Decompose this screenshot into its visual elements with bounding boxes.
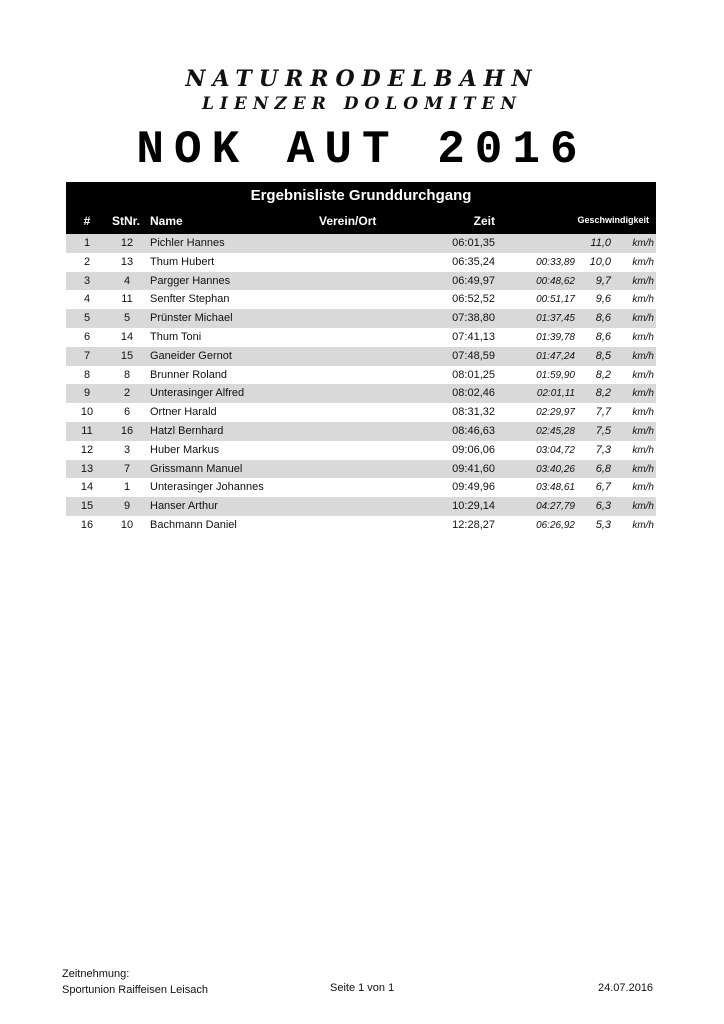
speed-unit-cell: km/h — [632, 463, 654, 475]
athlete-name-cell: Thum Toni — [150, 330, 202, 343]
speed-unit-cell: km/h — [632, 313, 654, 325]
speed-cell: 11,0 — [590, 237, 611, 249]
time-gap-cell: 00:48,62 — [536, 275, 575, 287]
event-title: NOK AUT 2016 — [136, 124, 588, 176]
time-cell: 07:48,59 — [452, 349, 495, 362]
speed-cell: 7,7 — [595, 406, 611, 419]
rank-cell: 3 — [83, 274, 91, 287]
speed-unit-cell: km/h — [632, 407, 654, 419]
rank-cell: 9 — [83, 387, 91, 400]
time-gap-cell: 01:47,24 — [536, 350, 575, 362]
speed-unit-cell: km/h — [632, 501, 654, 513]
rank-cell: 15 — [80, 500, 94, 513]
start-number-cell: 1 — [123, 481, 131, 494]
speed-unit-cell: km/h — [632, 482, 654, 494]
column-header-speed: Geschwindigkeit — [577, 215, 649, 225]
athlete-name-cell: Thum Hubert — [150, 255, 215, 268]
rank-cell: 1 — [83, 237, 91, 249]
speed-unit-cell: km/h — [632, 425, 654, 437]
athlete-name-cell: Pargger Hannes — [150, 274, 231, 287]
footer-timing — [62, 966, 208, 998]
table-row — [66, 290, 656, 309]
speed-unit-cell: km/h — [632, 238, 654, 249]
start-number-cell: 2 — [123, 387, 131, 400]
start-number-cell: 8 — [123, 368, 131, 381]
athlete-name-cell: Hatzl Bernhard — [150, 424, 224, 437]
table-row — [66, 516, 656, 535]
time-gap-cell: 01:39,78 — [536, 331, 575, 343]
athlete-name-cell: Unterasinger Alfred — [150, 387, 245, 400]
table-row — [66, 478, 656, 497]
speed-cell: 5,3 — [595, 518, 611, 531]
athlete-name-cell: Ortner Harald — [150, 406, 217, 419]
athlete-name-cell: Grissmann Manuel — [150, 462, 243, 475]
start-number-cell: 5 — [123, 312, 131, 325]
start-number-cell: 14 — [120, 330, 134, 343]
speed-unit-cell: km/h — [632, 275, 654, 287]
table-row — [66, 460, 656, 479]
rank-cell: 7 — [83, 349, 91, 362]
speed-unit-cell: km/h — [632, 294, 654, 306]
table-row — [66, 384, 656, 403]
athlete-name-cell: Ganeider Gernot — [150, 349, 232, 362]
footer-timing-label: Zeitnehmung: — [62, 968, 130, 980]
start-number-cell: 7 — [123, 462, 131, 475]
time-cell: 06:52,52 — [452, 293, 495, 306]
speed-unit-cell: km/h — [632, 256, 654, 268]
speed-cell: 9,6 — [595, 293, 611, 306]
speed-cell: 9,7 — [595, 274, 611, 287]
results-title: Ergebnisliste Grunddurchgang — [250, 187, 472, 204]
time-gap-cell: 03:48,61 — [536, 482, 575, 494]
time-cell: 06:49,97 — [452, 274, 495, 287]
speed-unit-cell: km/h — [632, 369, 654, 381]
footer-timing-org: Sportunion Raiffeisen Leisach — [62, 984, 208, 996]
speed-cell: 10,0 — [589, 255, 611, 268]
table-row — [66, 328, 656, 347]
table-row — [66, 422, 656, 441]
start-number-cell: 13 — [120, 255, 134, 268]
time-gap-cell: 00:51,17 — [536, 294, 575, 306]
time-cell: 08:46,63 — [452, 424, 495, 437]
time-cell: 09:41,60 — [452, 462, 495, 475]
rank-cell: 2 — [83, 255, 91, 268]
athlete-name-cell: Unterasinger Johannes — [150, 481, 264, 494]
start-number-cell: 9 — [123, 500, 131, 513]
rank-cell: 13 — [80, 462, 94, 475]
rank-cell: 8 — [83, 368, 91, 381]
results-rows — [66, 234, 656, 535]
column-header-rank: # — [83, 214, 91, 228]
venue-title: NATURRODELBAHN — [185, 66, 539, 92]
time-cell: 12:28,27 — [452, 518, 495, 531]
time-cell: 09:49,96 — [452, 481, 495, 494]
time-cell: 09:06,06 — [452, 443, 495, 456]
table-row — [66, 309, 656, 328]
table-row — [66, 497, 656, 516]
speed-cell: 7,3 — [595, 443, 611, 456]
rank-cell: 10 — [80, 406, 94, 419]
time-cell: 08:02,46 — [452, 387, 495, 400]
table-row — [66, 441, 656, 460]
time-cell: 07:41,13 — [452, 330, 495, 343]
time-cell: 08:01,25 — [452, 368, 495, 381]
start-number-cell: 15 — [120, 349, 134, 362]
results-table-header — [66, 182, 656, 234]
start-number-cell: 16 — [120, 424, 134, 437]
time-cell: 07:38,80 — [452, 312, 495, 325]
time-gap-cell: 01:59,90 — [536, 369, 575, 381]
speed-cell: 6,8 — [595, 462, 611, 475]
column-header-name: Name — [150, 214, 183, 228]
speed-cell: 8,5 — [595, 349, 611, 362]
athlete-name-cell: Prünster Michael — [150, 312, 233, 325]
rank-cell: 6 — [83, 330, 91, 343]
footer-date: 24.07.2016 — [598, 982, 654, 994]
table-row — [66, 347, 656, 366]
rank-cell: 12 — [80, 443, 94, 456]
column-header-time: Zeit — [473, 214, 495, 228]
speed-cell: 8,6 — [595, 312, 611, 325]
athlete-name-cell: Bachmann Daniel — [150, 518, 237, 531]
table-row — [66, 366, 656, 385]
column-header-club: Verein/Ort — [319, 214, 377, 228]
time-cell: 06:01,35 — [452, 237, 495, 249]
start-number-cell: 12 — [120, 237, 134, 249]
table-row — [66, 272, 656, 291]
venue-subtitle: LIENZER DOLOMITEN — [201, 94, 523, 114]
athlete-name-cell: Brunner Roland — [150, 368, 228, 381]
rank-cell: 16 — [80, 518, 94, 531]
table-row — [66, 403, 656, 422]
time-gap-cell: 04:27,79 — [536, 501, 575, 513]
time-gap-cell: 02:45,28 — [536, 425, 575, 437]
time-gap-cell: 03:40,26 — [536, 463, 575, 475]
time-gap-cell: 00:33,89 — [536, 256, 575, 268]
time-gap-cell: 06:26,92 — [536, 519, 575, 531]
speed-unit-cell: km/h — [632, 331, 654, 343]
speed-cell: 8,2 — [595, 368, 611, 381]
table-row — [66, 253, 656, 272]
footer-page-number: Seite 1 von 1 — [330, 982, 395, 994]
athlete-name-cell: Huber Markus — [150, 443, 220, 456]
table-row — [66, 234, 656, 253]
rank-cell: 14 — [80, 481, 94, 494]
athlete-name-cell: Senfter Stephan — [150, 293, 230, 306]
rank-cell: 4 — [83, 293, 91, 306]
rank-cell: 5 — [83, 312, 91, 325]
speed-cell: 7,5 — [595, 424, 611, 437]
time-gap-cell: 01:37,45 — [536, 313, 575, 325]
athlete-name-cell: Hanser Arthur — [150, 500, 218, 513]
start-number-cell: 10 — [120, 518, 134, 531]
speed-unit-cell: km/h — [632, 519, 654, 531]
speed-cell: 6,7 — [595, 481, 611, 494]
speed-unit-cell: km/h — [632, 350, 654, 362]
speed-cell: 6,3 — [595, 500, 611, 513]
speed-unit-cell: km/h — [632, 444, 654, 456]
column-header-start-number: StNr. — [112, 214, 141, 228]
start-number-cell: 11 — [121, 293, 133, 306]
time-gap-cell: 02:29,97 — [536, 407, 575, 419]
start-number-cell: 4 — [123, 274, 131, 287]
time-cell: 08:31,32 — [452, 406, 495, 419]
time-gap-cell: 03:04,72 — [536, 444, 575, 456]
results-table — [66, 182, 656, 535]
time-cell: 06:35,24 — [452, 255, 495, 268]
speed-unit-cell: km/h — [632, 388, 654, 400]
start-number-cell: 3 — [123, 443, 131, 456]
speed-cell: 8,2 — [595, 387, 611, 400]
rank-cell: 11 — [81, 424, 93, 437]
speed-cell: 8,6 — [595, 330, 611, 343]
time-gap-cell: 02:01,11 — [536, 388, 575, 400]
time-cell: 10:29,14 — [452, 500, 495, 513]
athlete-name-cell: Pichler Hannes — [150, 237, 225, 249]
start-number-cell: 6 — [123, 406, 131, 419]
